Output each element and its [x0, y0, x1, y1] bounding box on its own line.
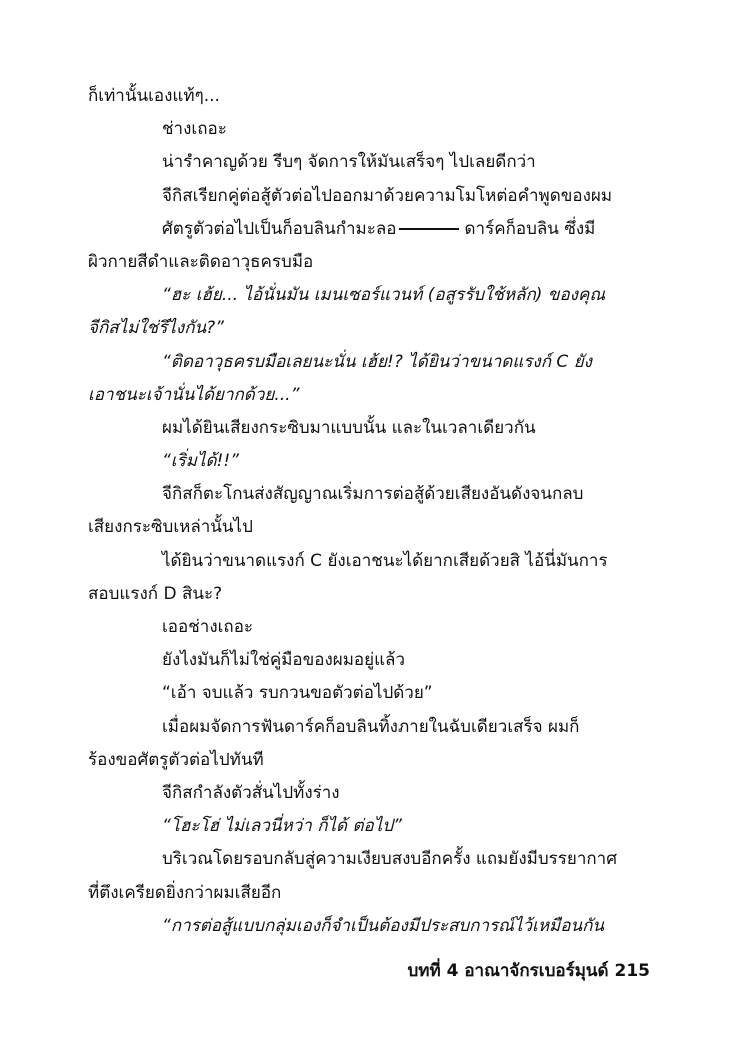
dialogue-line: จีกิสไม่ใช่รึไงกัน?” [88, 318, 224, 339]
dialogue-line: “โฮะโฮ่ ไม่เลวนี่หว่า ก็ได้ ต่อไป” [162, 816, 402, 837]
dialogue-line: “เริ่มได้!!” [162, 451, 239, 472]
paragraph-line: เมื่อผมจัดการฟันดาร์คก็อบลินทิ้งภายในฉับเดียวเสร็จ ผมก็ [162, 716, 580, 737]
page-footer: บทที่ 4 อาณาจักรเบอร์มุนด์ 215 [407, 961, 650, 981]
paragraph-line: ผิวกายสีดำและติดอาวุธครบมือ [88, 251, 314, 272]
paragraph-line: ที่ตึงเครียดยิ่งกว่าผมเสียอีก [88, 882, 282, 903]
body-text [88, 80, 653, 943]
paragraph-line: จีกิสก็ตะโกนส่งสัญญาณเริ่มการต่อสู้ด้วยเสียงอันดังจนกลบ [162, 484, 584, 505]
paragraph-line: บริเวณโดยรอบกลับสู่ความเงียบสงบอีกครั้ง แถมยังมีบรรยากาศ [162, 849, 618, 870]
dialogue-line: “เอ้า จบแล้ว รบกวนขอตัวต่อไปด้วย” [162, 683, 433, 704]
paragraph-line: จีกิสกำลังตัวสั่นไปทั้งร่าง [162, 782, 340, 803]
paragraph-line: ร้องขอศัตรูตัวต่อไปทันที [88, 749, 264, 770]
paragraph-line [88, 213, 653, 246]
paragraph-line: ก็เท่านั้นเองแท้ๆ... [88, 86, 220, 106]
em-dash [399, 228, 459, 230]
paragraph-line: เออช่างเถอะ [162, 617, 254, 637]
dialogue-line: “ติดอาวุธครบมือเลยนะนั่น เฮ้ย!? ได้ยินว่าขนาดแรงก์ C ยัง [162, 351, 592, 372]
paragraph-line: ยังไงมันก็ไม่ใช่คู่มือของผมอยู่แล้ว [162, 650, 406, 671]
paragraph-line: สอบแรงก์ D สินะ? [88, 583, 223, 604]
line-segment: ศัตรูตัวต่อไปเป็นก็อบลินกำมะลอ [162, 218, 397, 239]
paragraph-line: จีกิสเรียกคู่ต่อสู้ตัวต่อไปออกมาด้วยความโมโหต่อคำพูดของผม [162, 185, 613, 206]
line-segment: ดาร์คก็อบลิน ซึ่งมี [464, 218, 596, 239]
paragraph-line: น่ารำคาญด้วย รีบๆ จัดการให้มันเสร็จๆ ไปเลยดีกว่า [162, 152, 536, 173]
dialogue-line: “การต่อสู้แบบกลุ่มเองก็จำเป็นต้องมีประสบการณ์ไว้เหมือนกัน [162, 915, 604, 936]
dialogue-line: “ฮะ เฮ้ย... ไอ้นั่นมัน เมนเซอร์แวนท์ (อสูรรับใช้หลัก) ของคุณ [162, 285, 606, 306]
paragraph-line: ผมได้ยินเสียงกระซิบมาแบบนั้น และในเวลาเดียวกัน [162, 417, 536, 438]
paragraph-line: ช่างเถอะ [162, 119, 227, 140]
dialogue-line: เอาชนะเจ้านั่นได้ยากด้วย...” [88, 384, 300, 405]
paragraph-line: เสียงกระซิบเหล่านั้นไป [88, 517, 253, 538]
paragraph-line: ได้ยินว่าขนาดแรงก์ C ยังเอาชนะได้ยากเสียด้วยสิ ไอ้นี่มันการ [162, 550, 608, 571]
